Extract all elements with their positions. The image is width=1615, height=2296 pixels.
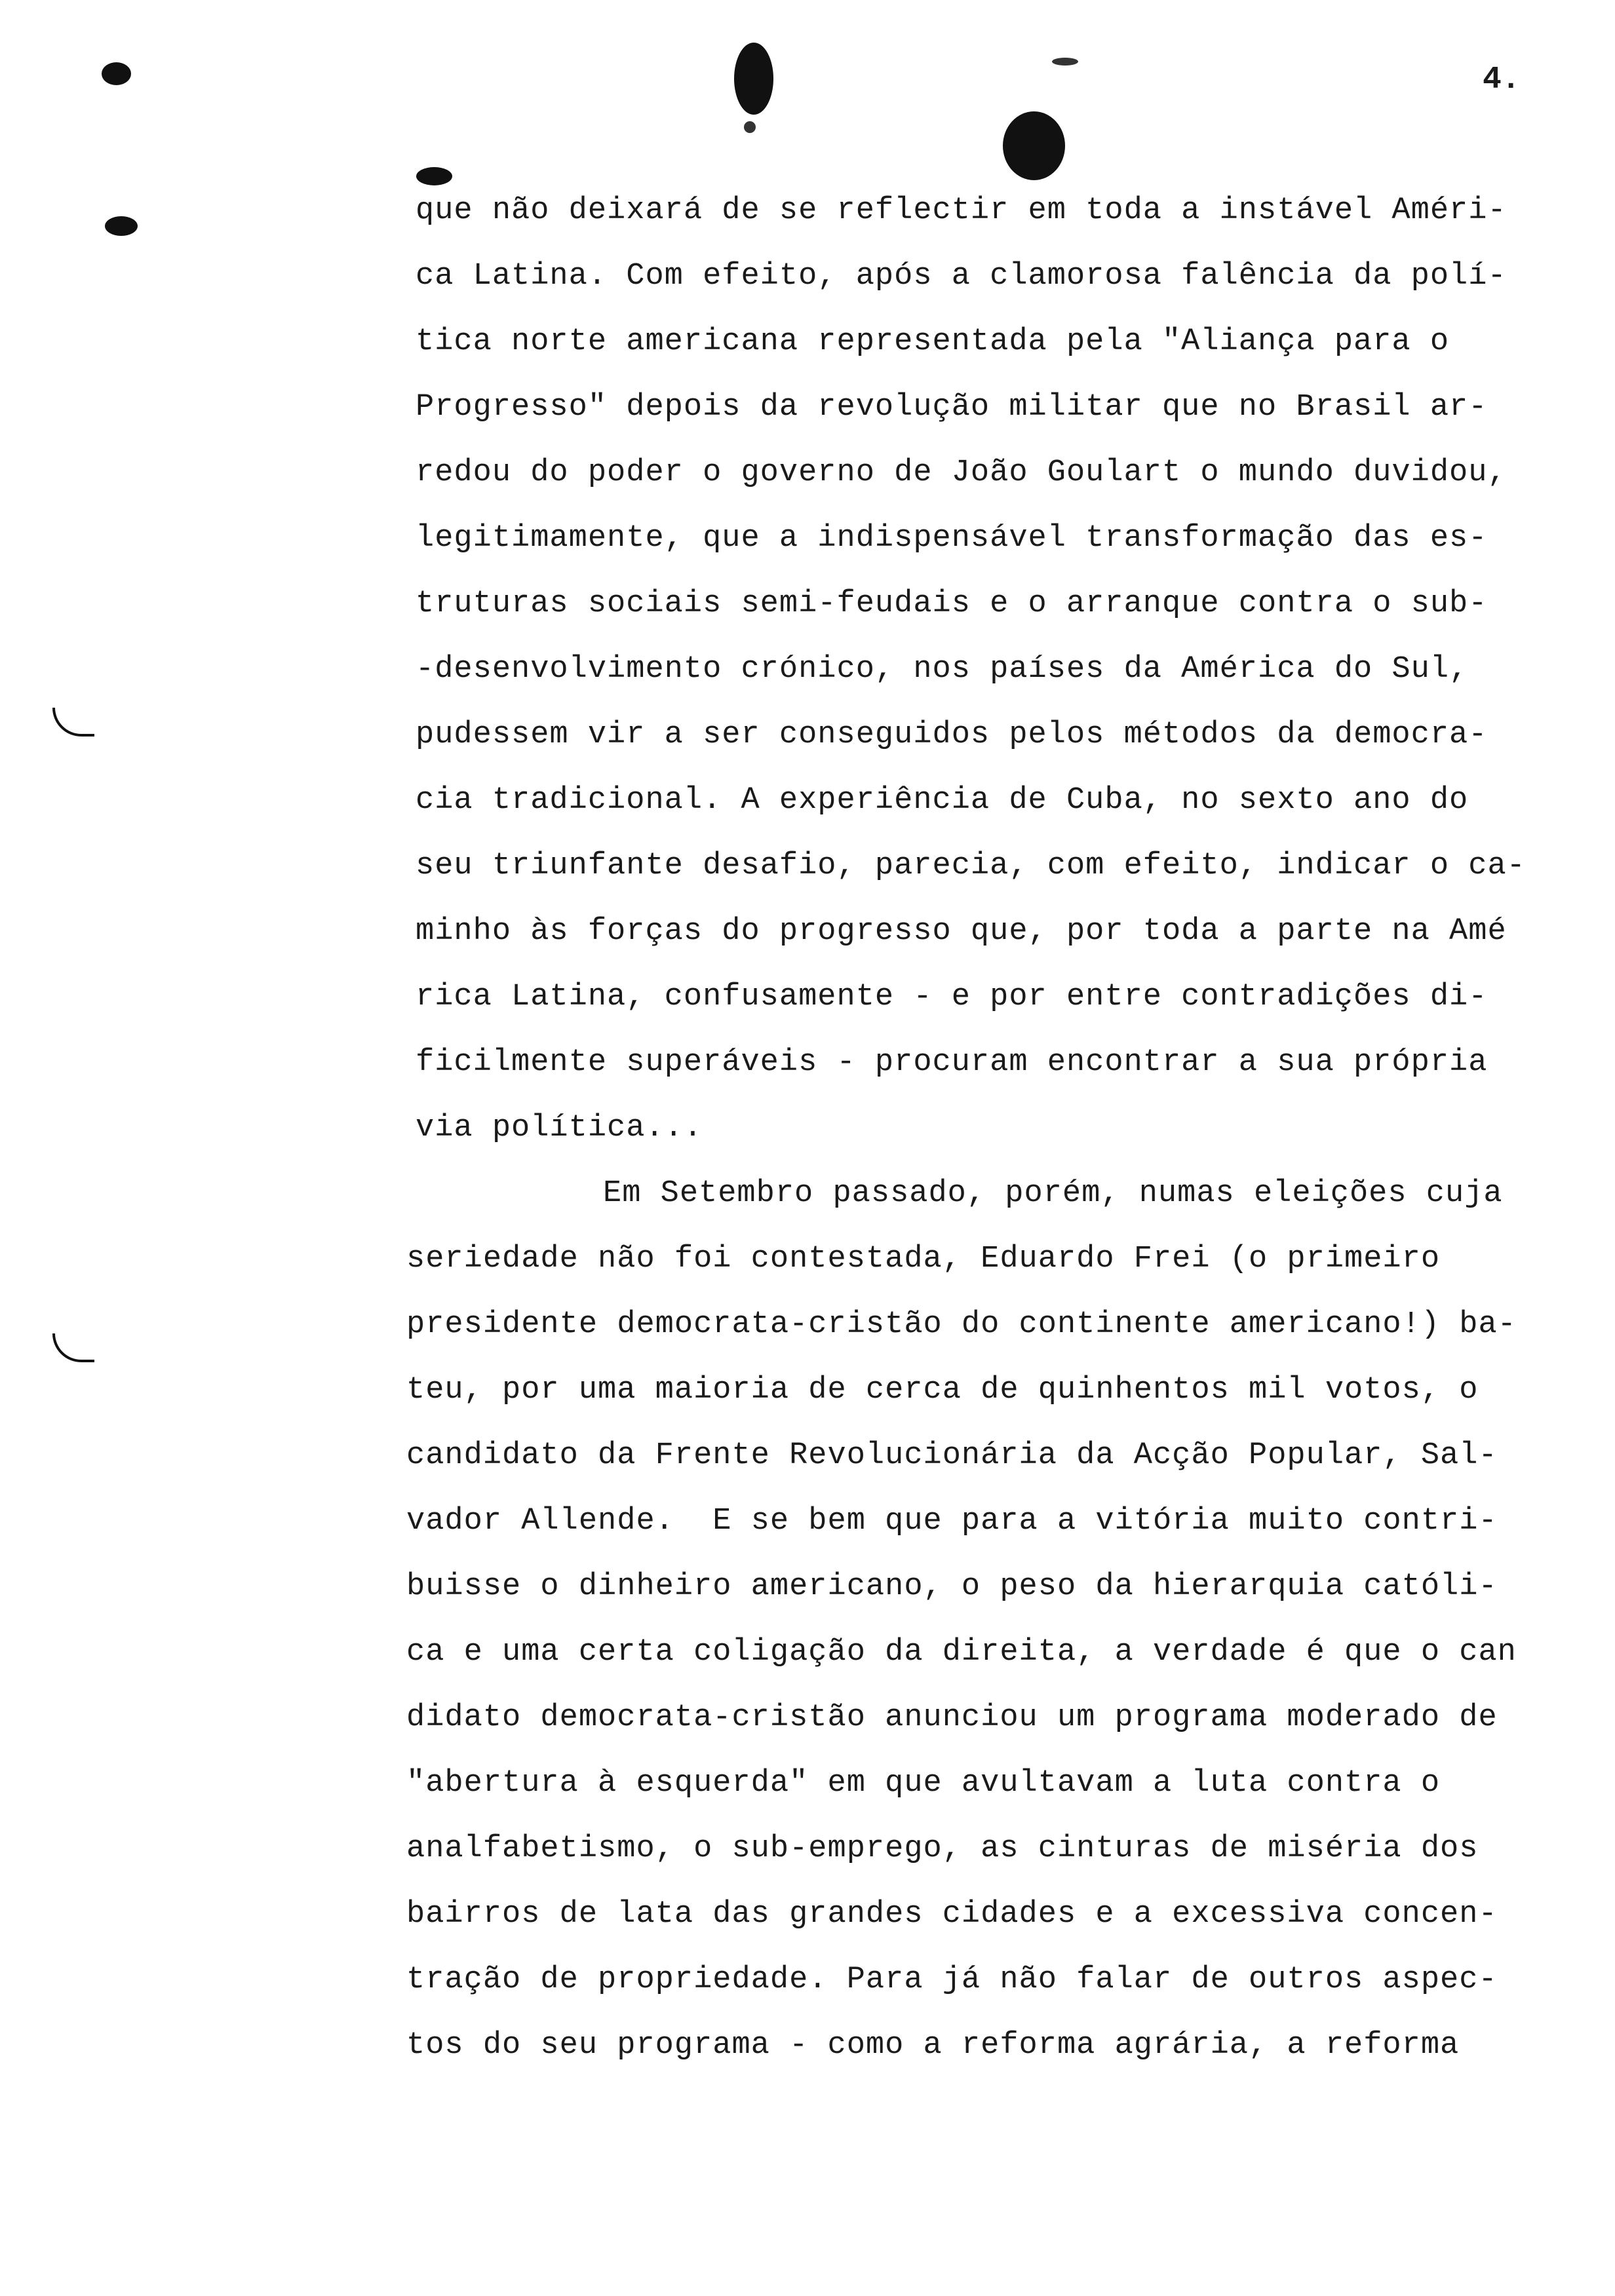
- paragraph-start-line: Em Setembro passado, porém, numas eleições cuja: [603, 1176, 1503, 1211]
- text-line: buisse o dinheiro americano, o peso da hierarquia católi-: [406, 1569, 1498, 1604]
- ink-blot: [102, 62, 131, 85]
- text-line: vador Allende. E se bem que para a vitória muito contri-: [406, 1504, 1498, 1539]
- text-line: analfabetismo, o sub-emprego, as cinturas de miséria dos: [406, 1831, 1479, 1866]
- ink-blot: [105, 216, 138, 236]
- text-line: truturas sociais semi-feudais e o arranque contra o sub-: [416, 586, 1488, 621]
- text-line: tica norte americana representada pela "Aliança para o: [416, 324, 1450, 359]
- text-line: tração de propriedade. Para já não falar de outros aspec-: [406, 1962, 1498, 1997]
- text-line: rica Latina, confusamente - e por entre contradições di-: [416, 980, 1488, 1014]
- text-line: candidato da Frente Revolucionária da Acção Popular, Sal-: [406, 1438, 1498, 1473]
- page-number: 4.: [1483, 62, 1521, 98]
- text-line: via política...: [416, 1111, 703, 1145]
- margin-mark: [52, 708, 94, 737]
- text-line: seu triunfante desafio, parecia, com efeito, indicar o ca-: [416, 849, 1526, 883]
- text-line: ca Latina. Com efeito, após a clamorosa falência da polí-: [416, 259, 1507, 294]
- text-line: tos do seu programa - como a reforma agrária, a reforma: [406, 2028, 1460, 2063]
- text-line: teu, por uma maioria de cerca de quinhentos mil votos, o: [406, 1373, 1479, 1407]
- text-line: cia tradicional. A experiência de Cuba, no sexto ano do: [416, 783, 1469, 818]
- text-line: legitimamente, que a indispensável transformação das es-: [416, 521, 1488, 556]
- margin-mark: [52, 1333, 94, 1362]
- text-line: seriedade não foi contestada, Eduardo Frei (o primeiro: [406, 1242, 1441, 1276]
- text-line: "abertura à esquerda" em que avultavam a luta contra o: [406, 1766, 1441, 1801]
- ink-speck: [744, 121, 756, 133]
- text-line: pudessem vir a ser conseguidos pelos métodos da democra-: [416, 718, 1488, 752]
- ink-speck: [1052, 58, 1078, 66]
- text-line: minho às forças do progresso que, por toda a parte na Amé: [416, 914, 1507, 949]
- text-line: Progresso" depois da revolução militar que no Brasil ar-: [416, 390, 1488, 425]
- text-line: didato democrata-cristão anunciou um programa moderado de: [406, 1700, 1498, 1735]
- text-line: ca e uma certa coligação da direita, a verdade é que o can: [406, 1635, 1517, 1670]
- ink-blot: [1003, 111, 1065, 180]
- text-line: redou do poder o governo de João Goulart o mundo duvidou,: [416, 455, 1507, 490]
- text-line: que não deixará de se reflectir em toda a instável Améri-: [416, 193, 1507, 228]
- text-line: presidente democrata-cristão do continente americano!) ba-: [406, 1307, 1517, 1342]
- text-line: ficilmente superáveis - procuram encontrar a sua própria: [416, 1045, 1488, 1080]
- ink-blot: [416, 167, 452, 185]
- ink-blot: [734, 43, 773, 115]
- text-line: -desenvolvimento crónico, nos países da América do Sul,: [416, 652, 1469, 687]
- text-line: bairros de lata das grandes cidades e a excessiva concen-: [406, 1897, 1498, 1932]
